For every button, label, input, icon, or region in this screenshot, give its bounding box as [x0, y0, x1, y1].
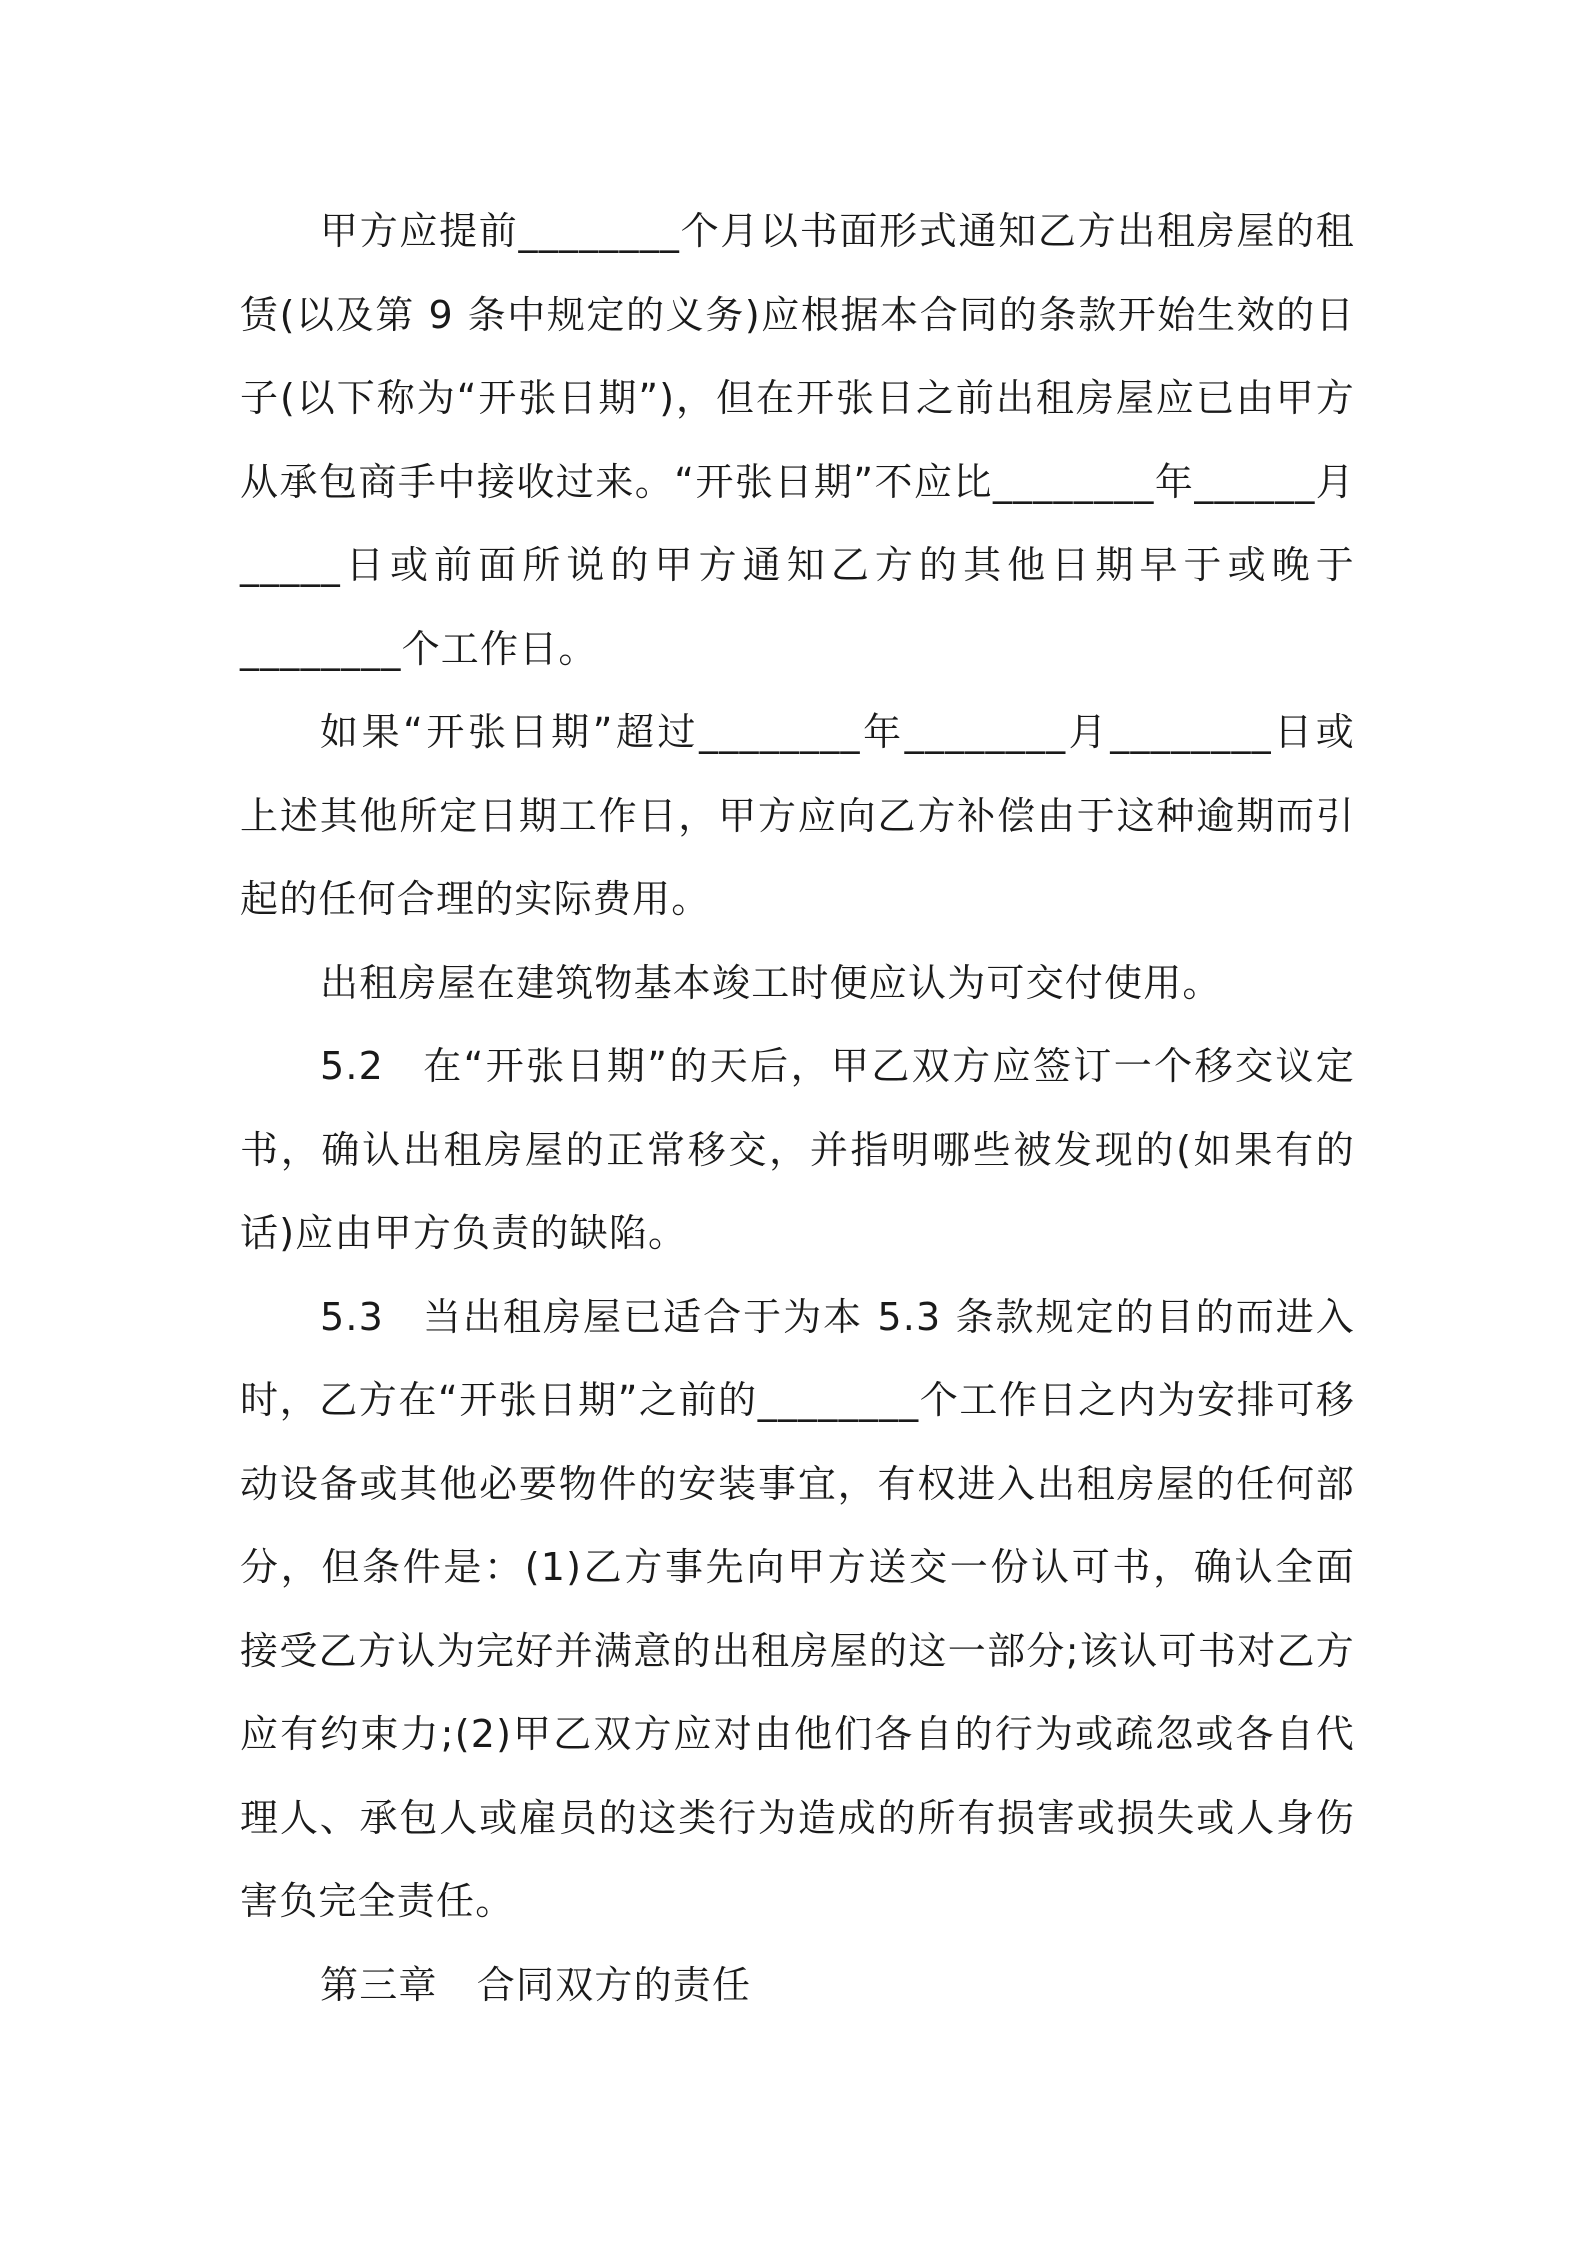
chapter-heading: 第三章 合同双方的责任: [320, 1962, 752, 2007]
paragraph-delay-compensation: 如果“开张日期”超过________年________月________日或上述其他所定日期工作日，甲方应向乙方补偿由于这种逾期而引起的任何合理的实际费用。: [240, 710, 1355, 921]
clause-text: 当出租房屋已适合于为本 5.3 条款规定的目的而进入时，乙方在“开张日期”之前的________个工作日之内为安排可移动设备或其他必要物件的安装事宜，有权进入出租房屋的任何部分，但条件是：(1)乙方事先向甲方送交一份认可书，确认全面接受乙方认为完好并满意的出租房屋的这一部分;该认可书对乙方应有约束力;(2)甲乙双方应对由他们各自的行为或疏忽或各自代理人、承包人或雇员的这类行为造成的所有损害或损失或人身伤害负完全责任。: [240, 1294, 1355, 1923]
document-body: [240, 190, 1355, 2027]
paragraph-deemed-delivery: 出租房屋在建筑物基本竣工时便应认为可交付使用。: [320, 960, 1222, 1005]
paragraph-opening-date-notice: 甲方应提前________个月以书面形式通知乙方出租房屋的租赁(以及第 9 条中规定的义务)应根据本合同的条款开始生效的日子(以下称为“开张日期”)，但在开张日之前出租房屋应已由甲方从承包商手中接收过来。“开张日期”不应比________年______月_____日或前面所说的甲方通知乙方的其他日期早于或晚于________个工作日。: [240, 209, 1355, 671]
clause-number: 5.3: [320, 1294, 385, 1339]
clause-text: 在“开张日期”的天后，甲乙双方应签订一个移交议定书，确认出租房屋的正常移交，并指明哪些被发现的(如果有的话)应由甲方负责的缺陷。: [240, 1044, 1355, 1255]
clause-5-3: [240, 1276, 1355, 1944]
clause-number: 5.2: [320, 1044, 385, 1088]
clause-5-2: [240, 1025, 1355, 1276]
